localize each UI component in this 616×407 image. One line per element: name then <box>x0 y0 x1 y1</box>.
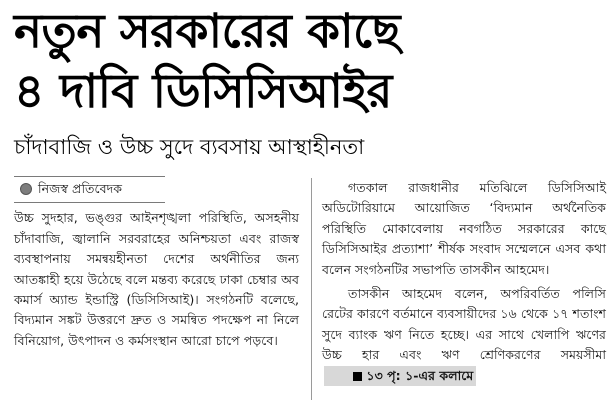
left-paragraph: উচ্চ সুদহার, ভঙ্গুর আইনশৃঙ্খলা পরিস্থিতি, অসহনীয় চাঁদাবাজি, জ্বালানি সরবরাহের অনিশ্চয়তা এবং রাজস্ব ব্যবস্থাপনায় সমন্বয়হীনতা দেশের অর্থনীতির জন্য আতঙ্কাহী হয়ে উঠেছে বলে মন্তব্য করেছে ঢাকা চেম্বার অব কমার্স অ্যান্ড ইন্ডাস্ট্রি (ডিসিসিআই)। সংগঠনটি বলেছে, বিদ্যমান সঙ্কট উত্তরণে দ্রুত ও সমন্বিত পদক্ষেপ না নিলে বিনিয়োগ, উৎপাদন ও কর্মসংস্থান আরো চাপে পড়বে। <box>14 210 299 348</box>
column-divider <box>311 178 312 400</box>
continuation-square-icon <box>353 372 362 381</box>
right-paragraph-1: গতকাল রাজধানীর মতিঝিলে ডিসিসিআই অডিটোরিয়ামে আয়োজিত ‘বিদ্যমান অর্থনৈতিক পরিস্থিতি মোকাবেলায় নবগঠিত সরকারের কাছে ডিসিসিআইর প্রত্যাশা’ শীর্ষক সংবাদ সম্মেলনে এসব কথা বলেন সংগঠনটির সভাপতি তাসকীন আহমেদ। <box>322 180 606 277</box>
continuation-text: ১৩ পৃ: ১-এর কলামে <box>366 367 474 383</box>
right-column <box>322 178 606 386</box>
headline <box>14 2 614 122</box>
headline-line-2: ৪ দাবি ডিসিসিআইর <box>14 64 392 119</box>
headline-line-1: নতুন সরকারের কাছে <box>14 4 400 59</box>
bullet-icon <box>20 183 32 195</box>
right-paragraph-2-text: তাসকীন আহমেদ বলেন, অপরিবর্তিত পলিসি রেটের কারণে বর্তমানে ব্যবসায়ীদের ১৬ থেকে ১৭ শতাংশ সুদে ব্যাংক ঋণ নিতে হচ্ছে। এর সাথে খেলাপি ঋণের উচ্চ হার এবং ঋণ শ্রেণিকরণের সময়সীমা <box>322 286 606 363</box>
byline-text: নিজস্ব প্রতিবেদক <box>38 181 123 196</box>
byline <box>14 176 165 203</box>
left-column <box>14 176 299 351</box>
right-paragraph-2 <box>322 284 606 386</box>
subheadline: চাঁদাবাজি ও উচ্চ সুদে ব্যবসায় আস্থাহীনতা <box>14 135 365 159</box>
continuation-jump[interactable] <box>324 366 476 386</box>
